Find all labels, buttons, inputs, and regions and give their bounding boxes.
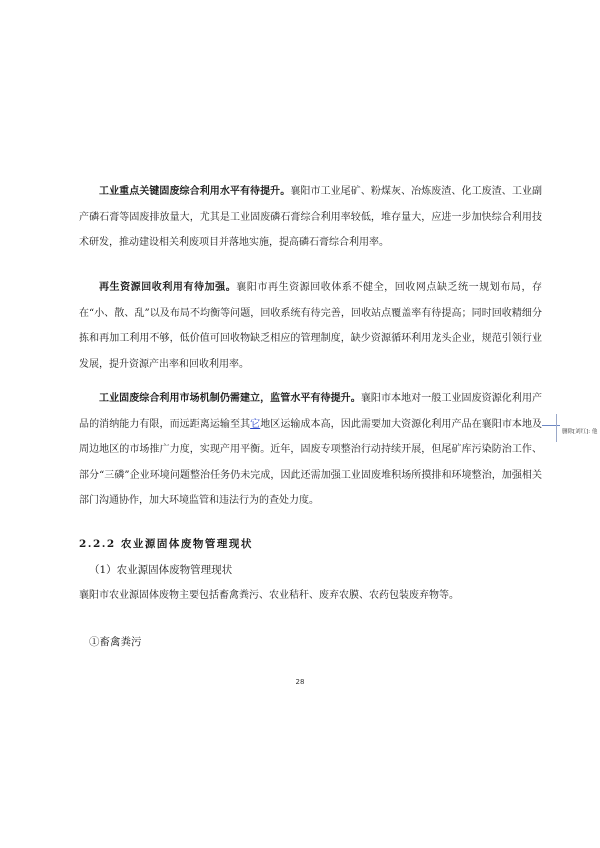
paragraph-body: 襄阳市农业源固体废物主要包括畜禽粪污、农业秸秆、废弃农膜、农药包装废弃物等。 <box>79 590 459 601</box>
paragraph-body: 襄阳市再生资源回收体系不健全，回收网点缺乏统一规划布局，存在“小、散、乱”以及布局不均衡等问题，回收系统有待完善，回收站点覆盖率有待提高；同时回收精细分拣和再加工利用不够，低价值可回收物缺乏相应的管理制度，缺少资源循环利用龙头企业，规范引领行业发展，提升资源产出率和回收利用率。 <box>79 282 543 370</box>
paragraph-body: 襄阳市工业尾矿、粉煤灰、冶炼废渣、化工废渣、工业副产磷石膏等固废排放量大，尤其是工业固废磷石膏综合利用率较低，堆存量大，应进一步加快综合利用技术研发，推动建设相关利废项目并落地实施，提高磷石膏综合利用率。 <box>79 186 543 249</box>
comment-margin-line <box>556 414 557 442</box>
comment-balloon[interactable]: 删除[刘红]: 他 <box>562 429 598 435</box>
section-heading: 2.2.2 农业源固体废物管理现状 <box>79 538 253 550</box>
paragraph-body: 襄阳市本地对一般工业固废资源化利用产品的消纳能力有限，而远距离运输至其 <box>79 393 543 430</box>
paragraph-agricultural-waste <box>79 583 542 609</box>
paragraph-body: 地区运输成本高，因此需要加大资源化利用产品在襄阳市本地及周边地区的市场推广力度，实现产用平衡。近年，固废专项整治行动持续开展，但尾矿库污染防治工作、部分“三磷”企业环境问题整治任务仍未完成，因此还需加强工业固废堆积场所摸排和环境整治，加强相关部门沟通协作，加大环境监管和违法行为的查处力度。 <box>79 418 543 507</box>
comment-connector-line <box>542 425 560 426</box>
paragraph-renewable-resources <box>79 275 542 377</box>
subsection-heading: （1）农业源固体废物管理现状 <box>89 564 233 576</box>
paragraph-market-mechanism <box>79 386 542 514</box>
paragraph-lead: 工业固废综合利用市场机制仍需建立，监管水平有待提升。 <box>99 393 361 404</box>
paragraph-lead: 再生资源回收利用有待加强。 <box>99 282 237 293</box>
tracked-insertion[interactable]: 它 <box>250 418 261 430</box>
paragraph-lead: 工业重点关键固废综合利用水平有待提升。 <box>99 186 291 197</box>
paragraph-industrial-solid-waste <box>79 179 542 256</box>
page-number: 28 <box>295 678 305 686</box>
subsubsection-heading: ①畜禽粪污 <box>89 636 142 648</box>
